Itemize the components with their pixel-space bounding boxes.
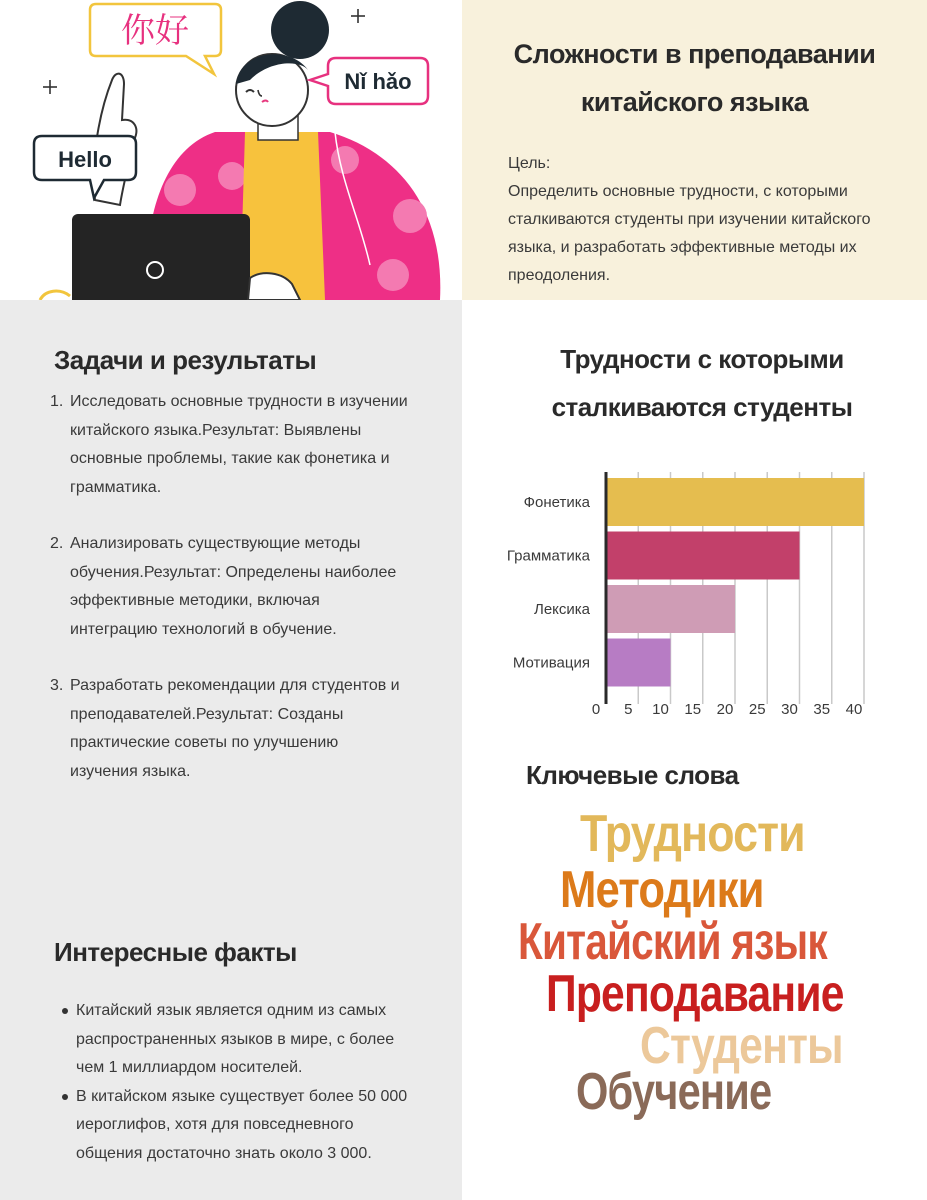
right-column xyxy=(462,300,927,1200)
x-tick-label: 10 xyxy=(652,701,669,718)
keywords-heading: Ключевые слова xyxy=(526,760,739,790)
list-item xyxy=(50,530,410,644)
x-tick-label: 35 xyxy=(813,701,831,718)
tasks-heading: Задачи и результаты xyxy=(54,345,317,375)
list-item-text: Анализировать существующие методы обучения.Результат: Определены наиболее эффективные методики, включая интеграцию технологий в обучение. xyxy=(70,535,397,638)
facts-list xyxy=(62,997,422,1168)
keyword: Обучение xyxy=(576,1063,772,1121)
speech-bubble-chinese xyxy=(90,4,221,74)
x-tick-label: 40 xyxy=(845,701,863,718)
svg-text:Hello: Hello xyxy=(58,147,112,172)
goal-text: Определить основные трудности, с которыми сталкиваются студенты при изучении китайского языка, и разработать эффективные методы их преодоления. xyxy=(508,183,871,284)
keyword: Китайский язык xyxy=(518,913,827,971)
list-item xyxy=(50,672,410,786)
x-tick-label: 5 xyxy=(624,701,633,718)
chart-title: Трудности с которыми сталкиваются студенты xyxy=(551,344,853,422)
goal-block xyxy=(508,150,908,290)
difficulties-bar-chart xyxy=(462,460,927,730)
list-item xyxy=(50,388,410,502)
speech-bubble-pinyin xyxy=(310,58,428,104)
header-panel xyxy=(462,0,927,300)
list-item-number: 2. xyxy=(50,535,64,552)
left-column xyxy=(0,300,462,1200)
list-item-text: Исследовать основные трудности в изучении китайского языка.Результат: Выявлены основные проблемы, такие как фонетика и грамматика. xyxy=(70,393,408,496)
x-tick-label: 20 xyxy=(716,701,734,718)
bar xyxy=(606,478,864,526)
x-tick-label: 30 xyxy=(781,701,798,718)
svg-text:你好: 你好 xyxy=(121,11,189,51)
category-label: Фонетика xyxy=(523,494,590,511)
category-label: Мотивация xyxy=(512,654,590,672)
page-title: Сложности в преподавании китайского языка xyxy=(513,39,876,117)
list-item-number: 1. xyxy=(50,393,64,410)
keyword: Методики xyxy=(560,861,764,919)
keyword: Студенты xyxy=(640,1017,843,1075)
x-tick-label: 0 xyxy=(591,701,601,718)
list-item-text: Разработать рекомендации для студентов и преподавателей.Результат: Созданы практические советы по улучшению изучения языка. xyxy=(70,677,400,780)
keyword: Преподавание xyxy=(546,965,844,1023)
goal-label: Цель: xyxy=(508,155,551,172)
category-label: Грамматика xyxy=(506,547,590,565)
list-item: Китайский язык является одним из самых распространенных языков в мире, с более чем 1 миллиардом носителей. xyxy=(62,997,422,1083)
facts-heading: Интересные факты xyxy=(54,937,297,967)
tasks-list xyxy=(50,388,410,814)
bar xyxy=(606,532,800,580)
keyword: Трудности xyxy=(580,805,805,863)
x-tick-label: 15 xyxy=(684,701,702,718)
list-item-number: 3. xyxy=(50,677,64,694)
x-tick-label: 25 xyxy=(748,701,766,718)
bar xyxy=(606,585,735,633)
hero-illustration xyxy=(0,0,462,300)
keyword-cloud xyxy=(462,800,927,1130)
category-label: Лексика xyxy=(533,601,590,618)
svg-text:Nǐ hǎo: Nǐ hǎo xyxy=(344,69,412,94)
list-item: В китайском языке существует более 50 000 иероглифов, хотя для повседневного общения достаточно знать около 3 000. xyxy=(62,1083,422,1169)
bar xyxy=(606,639,671,687)
